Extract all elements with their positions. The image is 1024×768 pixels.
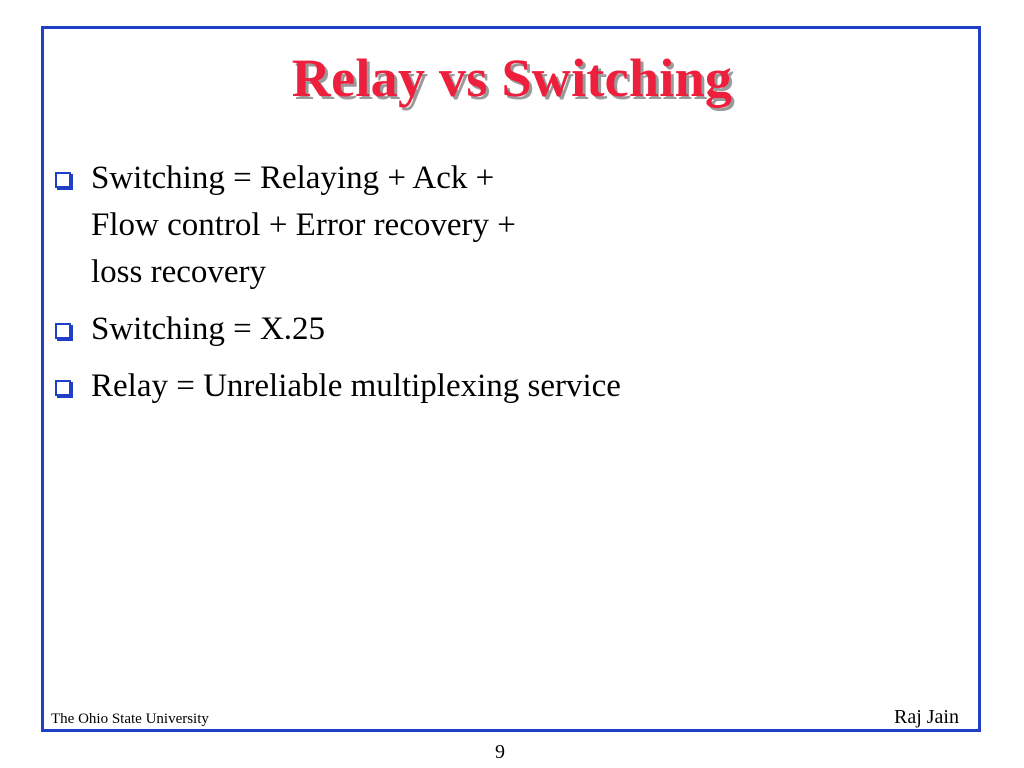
bullet-item-switching-definition	[52, 155, 952, 296]
bullet-text-line: Flow control + Error recovery +	[91, 207, 516, 243]
bullet-item-switching-x25	[52, 306, 952, 353]
bullet-text-line: Switching = X.25	[91, 311, 326, 347]
hollow-square-bullet-icon	[55, 323, 71, 339]
hollow-square-bullet-icon	[55, 172, 71, 188]
footer-author: Raj Jain	[894, 706, 959, 728]
bullet-list	[52, 155, 952, 420]
hollow-square-bullet-icon	[55, 380, 71, 396]
bullet-text-line: loss recovery	[91, 254, 267, 290]
page-number: 9	[495, 741, 505, 763]
bullet-text-line: Switching = Relaying + Ack +	[91, 160, 495, 196]
bullet-item-relay-definition	[52, 363, 952, 410]
bullet-text-line: Relay = Unreliable multiplexing service	[91, 368, 621, 404]
slide-title: Relay vs Switching	[291, 48, 733, 108]
footer-institution: The Ohio State University	[51, 711, 209, 727]
